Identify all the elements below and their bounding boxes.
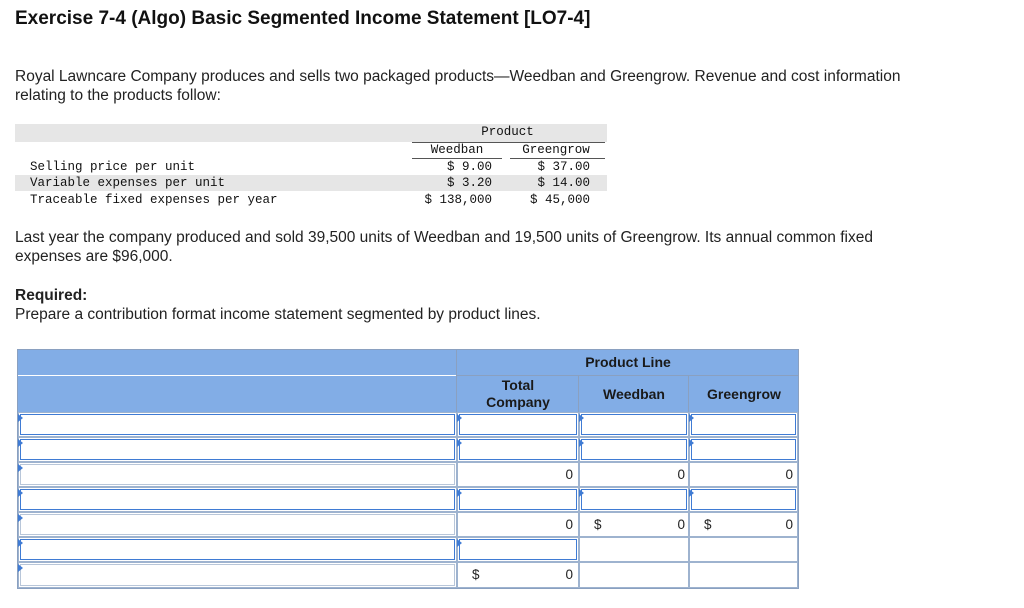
product-line-header: Product Line [585,354,671,370]
header-divider-total [578,376,579,412]
row-1-total-input[interactable] [459,414,577,435]
row-7-total-value: 0 [565,567,573,582]
row-3-greengrow-value: 0 [785,467,793,482]
segmented-income-statement-grid [17,349,799,589]
greengrow-header: Greengrow [707,386,781,402]
header-band-top [18,350,798,375]
row-5-greengrow-dollar: $ [704,517,712,532]
row-5-label-input[interactable] [20,514,455,535]
dropdown-marker-icon [18,539,23,547]
row-5-greengrow-value: 0 [785,517,793,532]
greengrow-rule [510,158,605,159]
input-marker-icon [457,414,462,422]
dropdown-marker-icon [18,464,23,472]
row-2-label-input[interactable] [20,439,455,460]
row-4-total-input[interactable] [459,489,577,510]
dropdown-marker-icon [18,564,23,572]
header-divider-label [456,350,457,412]
row-label-traceable-fixed: Traceable fixed expenses per year [30,193,278,207]
row-4-greengrow-input[interactable] [691,489,796,510]
row-5-weedban-value: 0 [677,517,685,532]
intro-line-1: Royal Lawncare Company produces and sells two packaged products—Weedban and Greengrow. Revenue and cost information [15,68,901,85]
dropdown-marker-icon [18,489,23,497]
row-3-label-input[interactable] [20,464,455,485]
greengrow-traceable-fixed: $ 45,000 [529,193,590,207]
row-2-weedban-input[interactable] [581,439,687,460]
row-6-weedban-cell [579,537,689,562]
input-marker-icon [689,439,694,447]
total-header-line-2: Company [486,394,550,410]
input-marker-icon [689,489,694,497]
row-1-label-input[interactable] [20,414,455,435]
dropdown-marker-icon [18,414,23,422]
input-marker-icon [457,539,462,547]
row-7-weedban-cell [579,562,689,588]
header-divider-horizontal [457,375,798,376]
row-4-weedban-input[interactable] [581,489,687,510]
greengrow-variable-expenses: $ 14.00 [537,176,590,190]
dropdown-marker-icon [18,439,23,447]
row-6-total-input[interactable] [459,539,577,560]
required-heading: Required: [15,287,88,304]
input-marker-icon [579,414,584,422]
total-header-line-1: Total [501,377,535,393]
weedban-selling-price: $ 9.00 [446,160,492,174]
row-7-label-input[interactable] [20,564,455,586]
input-marker-icon [579,439,584,447]
row-5-weedban-dollar: $ [594,517,602,532]
row-3-weedban-value: 0 [677,467,685,482]
row-1-weedban-input[interactable] [581,414,687,435]
weedban-rule [412,158,502,159]
row-7-greengrow-cell [689,562,798,588]
input-marker-icon [689,414,694,422]
weedban-header: Weedban [603,386,665,402]
total-company-header [458,377,578,411]
product-group-header: Product [481,125,534,139]
required-text: Prepare a contribution format income statement segmented by product lines. [15,306,541,323]
info-line-2: expenses are $96,000. [15,248,173,265]
dropdown-marker-icon [18,514,23,522]
weedban-traceable-fixed: $ 138,000 [424,193,492,207]
row-2-greengrow-input[interactable] [691,439,796,460]
info-line-1: Last year the company produced and sold 39,500 units of Weedban and 19,500 units of Greengrow. Its annual common fixed [15,229,873,246]
input-marker-icon [579,489,584,497]
row-5-total-value: 0 [565,517,573,532]
weedban-variable-expenses: $ 3.20 [446,176,492,190]
row-6-label-input[interactable] [20,539,455,560]
row-2-total-input[interactable] [459,439,577,460]
header-divider-weedban [688,376,689,412]
input-marker-icon [457,489,462,497]
row-label-selling-price: Selling price per unit [30,160,196,174]
row-6-greengrow-cell [689,537,798,562]
column-greengrow: Greengrow [522,143,590,157]
row-4-label-input[interactable] [20,489,455,510]
row-3-total-value: 0 [565,467,573,482]
input-marker-icon [457,439,462,447]
row-label-variable-expenses: Variable expenses per unit [30,176,226,190]
row-7-total-dollar: $ [472,567,480,582]
intro-line-2: relating to the products follow: [15,87,221,104]
column-weedban: Weedban [430,143,484,157]
row-1-greengrow-input[interactable] [691,414,796,435]
exercise-title: Exercise 7-4 (Algo) Basic Segmented Income Statement [LO7-4] [15,8,591,29]
greengrow-selling-price: $ 37.00 [537,160,590,174]
